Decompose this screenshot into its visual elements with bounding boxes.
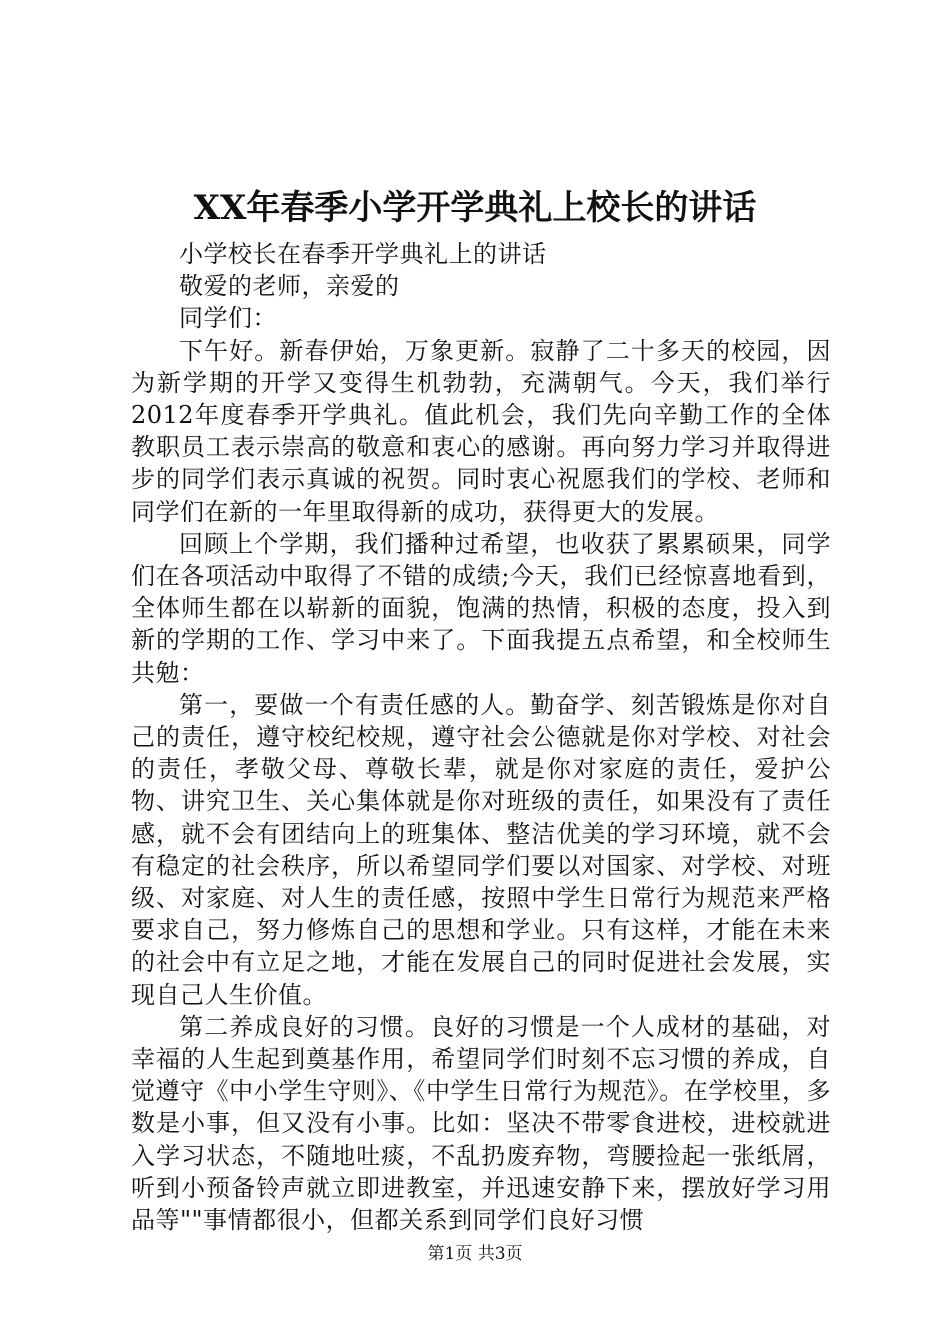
document-body <box>131 238 831 1236</box>
paragraph-point-one: 第一，要做一个有责任感的人。勤奋学、刻苦锻炼是你对自己的责任，遵守校纪校规，遵守社会公德就是你对学校、对社会的责任，孝敬父母、尊敬长辈，就是你对家庭的责任，爱护公物、讲究卫生、关心集体就是你对班级的责任，如果没有了责任感，就不会有团结向上的班集体、整洁优美的学习环境，就不会有稳定的社会秩序，所以希望同学们要以对国家、对学校、对班级、对家庭、对人生的责任感，按照中学生日常行为规范来严格要求自己，努力修炼自己的思想和学业。只有这样，才能在未来的社会中有立足之地，才能在发展自己的同时促进社会发展，实现自己人生价值。 <box>131 690 831 1009</box>
paragraph-subtitle: 小学校长在春季开学典礼上的讲话 <box>179 240 547 268</box>
page-footer: 第1页 共3页 <box>427 1244 523 1264</box>
paragraph-salutation-cont: 同学们： <box>179 304 277 333</box>
paragraph-salutation: 敬爱的老师，亲爱的 <box>179 272 400 301</box>
paragraph-review: 回顾上个学期，我们播种过希望，也收获了累累硕果，同学们在各项活动中取得了不错的成绩;今天，我们已经惊喜地看到，全体师生都在以崭新的面貌，饱满的热情，积极的态度，投入到新的学期的工作、学习中来了。下面我提五点希望，和全校师生共勉： <box>131 529 831 687</box>
paragraph-greeting: 下午好。新春伊始，万象更新。寂静了二十多天的校园，因为新学期的开学又变得生机勃勃，充满朝气。今天，我们举行2012年度春季开学典礼。值此机会，我们先向辛勤工作的全体教职员工表示崇高的敬意和衷心的感谢。再向努力学习并取得进步的同学们表示真诚的祝贺。同时衷心祝愿我们的学校、老师和同学们在新的一年里取得新的成功，获得更大的发展。 <box>131 336 831 526</box>
paragraph-point-two: 第二养成良好的习惯。良好的习惯是一个人成材的基础，对幸福的人生起到奠基作用，希望同学们时刻不忘习惯的养成，自觉遵守《中小学生守则》、《中学生日常行为规范》。在学校里，多数是小事，但又没有小事。比如：坚决不带零食进校，进校就进入学习状态，不随地吐痰，不乱扔废弃物，弯腰捡起一张纸屑，听到小预备铃声就立即进教室，并迅速安静下来，摆放好学习用品等""事情都很小，但都关系到同学们良好习惯 <box>131 1012 831 1235</box>
document-title: XX年春季小学开学典礼上校长的讲话 <box>193 188 757 228</box>
